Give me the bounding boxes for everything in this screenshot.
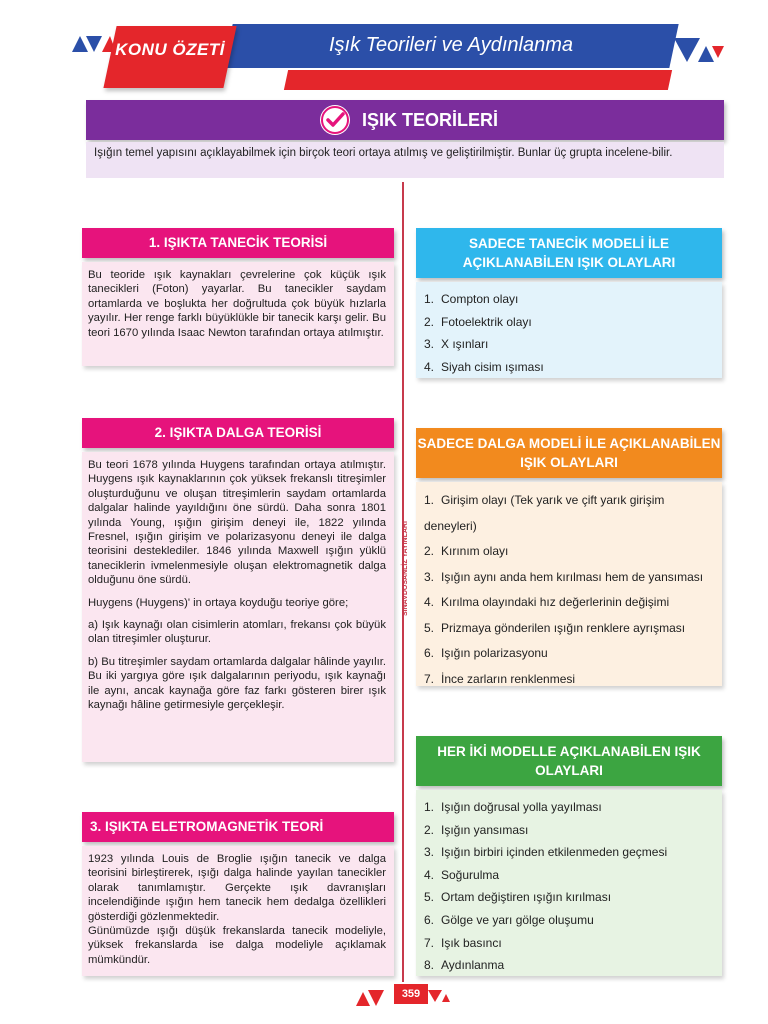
list-item bbox=[424, 333, 714, 356]
section-title: IŞIK TEORİLERİ bbox=[362, 110, 499, 130]
side-publisher-label: SINAVDOSANLİZ YAYINLARI bbox=[402, 521, 409, 616]
list-item-number: 5. bbox=[424, 890, 435, 905]
list-item-number: 2. bbox=[424, 314, 435, 329]
list-item-text: İnce zarların renklenmesi bbox=[441, 671, 576, 686]
list-item-text: Girişim olayı (Tek yarık ve çift yarık girişim deneyleri) bbox=[424, 493, 665, 533]
list-item bbox=[424, 819, 714, 842]
both-models-list bbox=[416, 790, 722, 976]
header-right-triangles-icon bbox=[674, 38, 724, 62]
list-item-text: Aydınlanma bbox=[441, 958, 505, 973]
list-item bbox=[424, 932, 714, 955]
tanecik-only-list bbox=[416, 282, 722, 378]
list-item bbox=[424, 356, 714, 379]
list-item-text: Siyah cisim ışıması bbox=[441, 359, 544, 374]
list-item-number: 8. bbox=[424, 958, 435, 973]
list-item-number: 7. bbox=[424, 935, 435, 950]
tanecik-only-title: SADECE TANECİK MODELİ İLE AÇIKLANABİLEN IŞIK OLAYLARI bbox=[416, 228, 722, 278]
list-item bbox=[424, 909, 714, 932]
list-item bbox=[424, 667, 714, 693]
list-item bbox=[424, 488, 714, 539]
list-item-text: Fotoelektrik olayı bbox=[441, 314, 532, 329]
list-item-number: 4. bbox=[424, 595, 435, 609]
page-number: 359 bbox=[394, 984, 428, 1004]
checkmark-icon bbox=[320, 105, 350, 135]
list-item-number: 2. bbox=[424, 544, 435, 558]
list-item-number: 2. bbox=[424, 822, 435, 837]
list-item bbox=[424, 954, 714, 977]
list-item bbox=[424, 539, 714, 565]
list-item-text: X ışınları bbox=[441, 337, 489, 351]
side-publisher-text bbox=[398, 488, 410, 618]
list-item-text: Kırınım olayı bbox=[441, 544, 509, 558]
list-item-text: Işığın birbiri içinden etkilenmeden geçmesi bbox=[441, 845, 668, 860]
list-item-number: 1. bbox=[424, 800, 435, 814]
list-item-number: 3. bbox=[424, 845, 435, 860]
list-item-text: Prizmaya gönderilen ışığın renklere ayrışması bbox=[441, 620, 686, 635]
list-item-number: 3. bbox=[424, 569, 435, 584]
list-item-number: 4. bbox=[424, 359, 435, 374]
list-item-text: Ortam değiştiren ışığın kırılması bbox=[441, 890, 612, 905]
list-item-text: Işığın aynı anda hem kırılması hem de yansıması bbox=[441, 569, 704, 584]
list-item bbox=[424, 590, 714, 616]
both-models-title: HER İKİ MODELLE AÇIKLANABİLEN IŞIK OLAYLARI bbox=[416, 736, 722, 786]
list-item bbox=[424, 288, 714, 311]
list-item-text: Compton olayı bbox=[441, 292, 519, 306]
list-item-number: 4. bbox=[424, 867, 435, 882]
dalga-only-list bbox=[416, 482, 722, 686]
dalga-theory-body bbox=[82, 452, 394, 762]
list-item bbox=[424, 841, 714, 864]
list-item-text: Gölge ve yarı gölge oluşumu bbox=[441, 912, 594, 927]
list-item bbox=[424, 616, 714, 642]
list-item-number: 6. bbox=[424, 912, 435, 927]
list-item-text: Işığın doğrusal yolla yayılması bbox=[441, 800, 602, 814]
section-intro: Işığın temel yapısını açıklayabilmek için birçok teori ortaya atılmış ve geliştirilmiştir. Bunlar üç grupta incelene-bilir. bbox=[86, 142, 724, 178]
header-title: Işık Teorileri ve Aydınlanma bbox=[328, 34, 573, 56]
list-item-text: Kırılma olayındaki hız değerlerinin değişimi bbox=[441, 595, 670, 609]
em-theory-paragraph: Günümüzde ışığı düşük frekanslarda tanecik modeliyle, yüksek frekanslarda ise dalga modeliyle açıklamak mümkündür. bbox=[88, 925, 386, 966]
list-item-text: Işığın yansıması bbox=[441, 822, 529, 837]
list-item bbox=[424, 565, 714, 591]
em-theory-title: 3. IŞIKTA ELETROMAGNETİK TEORİ bbox=[82, 812, 394, 842]
list-item-number: 6. bbox=[424, 646, 435, 660]
list-item bbox=[424, 311, 714, 334]
list-item bbox=[424, 641, 714, 667]
list-item-number: 7. bbox=[424, 671, 435, 686]
footer-left-triangles-icon bbox=[356, 988, 396, 1006]
dalga-theory-item-b: b) Bu titreşimler saydam ortamlarda dalgalar hâlinde yayılır. Bu iki yargıya göre ışık dalgalarının periyodu, ışık kaynağı ile aynı, ancak kaynağa göre faz farkı gösteren birer ışık kaynağı hâline getirmesiyle gerçekleşir. bbox=[88, 655, 386, 712]
em-theory-body bbox=[82, 846, 394, 976]
em-theory-paragraph: 1923 yılında Louis de Broglie ışığın tanecik ve dalga teorisini birleştirerek, ışığı dalga halinde yayılan tanecikler olarak tanımlamıştır. Gerçekte ışık davranışları incelendiğinde ışığın hem tanecik hem dedalga özellikleri gösterdiği gözlenmektedir. bbox=[88, 853, 386, 923]
list-item bbox=[424, 886, 714, 909]
list-item-text: Işığın polarizasyonu bbox=[441, 646, 548, 660]
list-item-number: 3. bbox=[424, 337, 435, 351]
footer-right-triangles-icon bbox=[428, 988, 450, 1006]
tanecik-theory-text: Bu teoride ışık kaynakları çevrelerine çok küçük ışık tanecikleri (Foton) yayarlar. Bu tanecikler saydam ortamlarda ve boşlukta her doğrultuda çok büyük hızlarla yayılır. Her renge farklı büyüklükle bir tanecik karşı gelir. Bu teori 1670 yılında Isaac Newton tarafından ortaya atılmıştır. bbox=[82, 262, 394, 366]
header-red-stripe bbox=[284, 70, 672, 90]
dalga-theory-item-a: a) Işık kaynağı olan cisimlerin atomları, frekansı çok büyük olan titreşimler oluşturur. bbox=[88, 619, 386, 646]
list-item-text: Soğurulma bbox=[441, 867, 500, 882]
header-badge: KONU ÖZETİ bbox=[115, 40, 225, 59]
list-item-number: 5. bbox=[424, 620, 435, 635]
list-item-number: 1. bbox=[424, 292, 435, 306]
dalga-theory-title: 2. IŞIKTA DALGA TEORİSİ bbox=[82, 418, 394, 448]
dalga-theory-paragraph: Bu teori 1678 yılında Huygens tarafından ortaya atılmıştır. Huygens ışık kaynaklarının çok yüksek frekanslı titreşimler oluşturduğunu ve oluşan titreşimlerin saydam ortamlarda dalgalar halinde yayıldığını öne sürdü. Daha sonra 1801 yılında Young, ışığın girişim deneyi ile, 1822 yılında Fresnel, ışığın girişim ve polarizasyonu deneyi ile dalga teorisini desteklediler. 1846 yılında Maxwell ışığın yüklü taneciklerin ivmelenmesiyle oluşan elektromagnetik dalga olduğunu öne sürdü. bbox=[88, 459, 386, 587]
list-item-text: Işık basıncı bbox=[441, 935, 502, 950]
list-item-number: 1. bbox=[424, 493, 435, 507]
tanecik-theory-title: 1. IŞIKTA TANECİK TEORİSİ bbox=[82, 228, 394, 258]
list-item bbox=[424, 796, 714, 819]
list-item bbox=[424, 864, 714, 887]
dalga-only-title: SADECE DALGA MODELİ İLE AÇIKLANABİLEN IŞIK OLAYLARI bbox=[416, 428, 722, 478]
dalga-theory-paragraph: Huygens (Huygens)' in ortaya koyduğu teoriye göre; bbox=[88, 596, 349, 609]
